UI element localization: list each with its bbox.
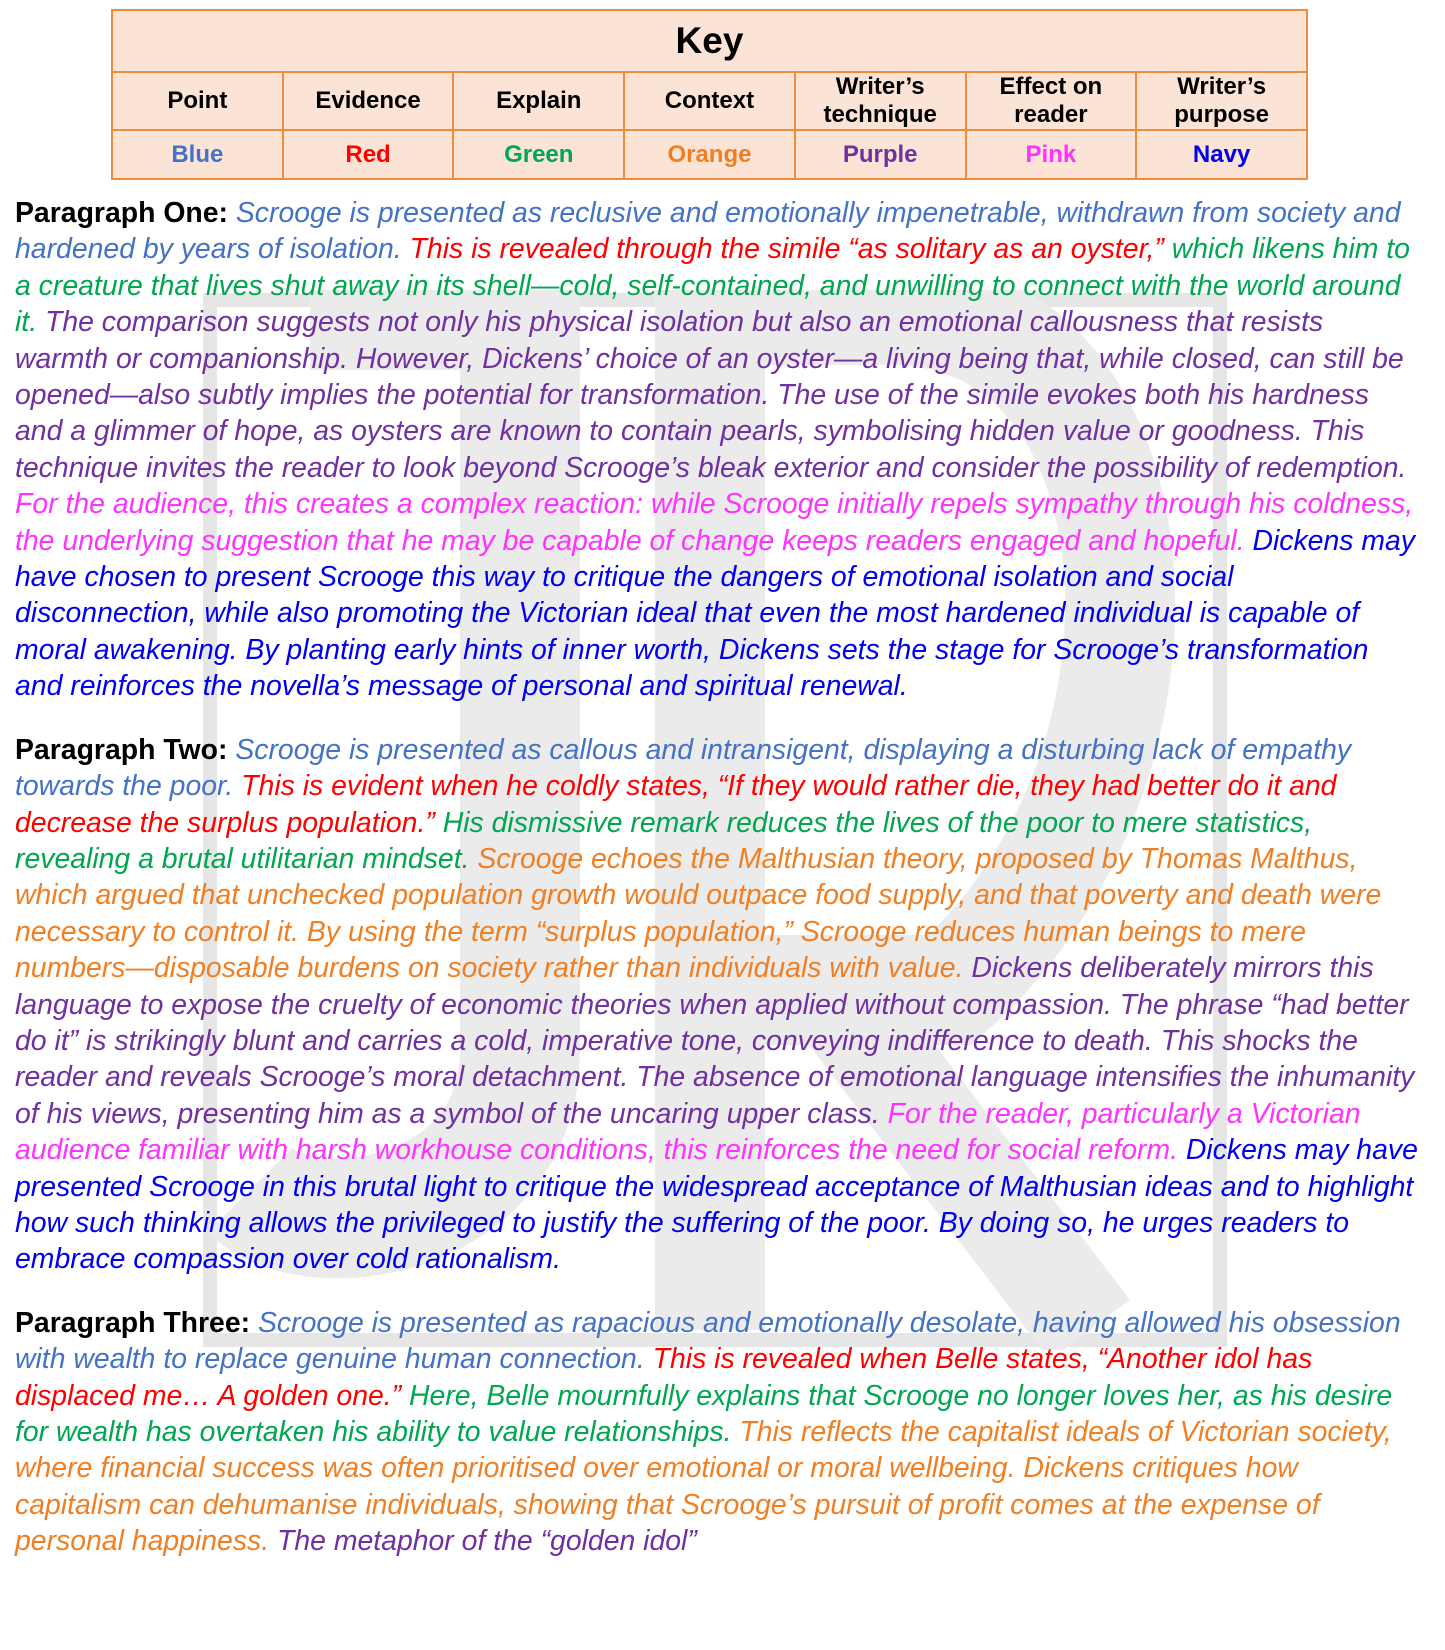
key-header-effect: Effect on reader bbox=[966, 72, 1137, 130]
paragraph-label: Paragraph Two bbox=[15, 733, 218, 766]
purpose-text: Dickens may have chosen to present Scrooge this way to critique the dangers of emotional isolation and social disconnection, while also promoting the Victorian ideal that even the most hardened individual is capable of moral awakening. By planting early hints of inner worth, Dickens sets the stage for Scrooge’s transformation and reinforces the novella’s message of personal and spiritual renewal. bbox=[15, 524, 1415, 703]
key-header-evidence: Evidence bbox=[283, 72, 454, 130]
key-color-pink: Pink bbox=[966, 130, 1137, 179]
paragraph-two: Paragraph Two: Scrooge is presented as callous and intransigent, displaying a disturbing lack of empathy towards the poor. This is evident when he coldly states, “If they would rather die, they had better do it and decrease the surplus population.” His dismissive remark reduces the lives of the poor to mere statistics, revealing a brutal utilitarian mindset. Scrooge echoes the Malthusian theory, proposed by Thomas Malthus, which argued that unchecked population growth would outpace food supply, and that poverty and death were necessary to control it. By using the term “surplus population,” Scrooge reduces human beings to mere numbers—disposable burdens on society rather than individuals with value. Dickens deliberately mirrors this language to expose the cruelty of economic theories when applied without compassion. The phrase “had better do it” is strikingly blunt and carries a cold, imperative tone, conveying indifference to death. This shocks the reader and reveals Scrooge’s moral detachment. The absence of emotional language intensifies the inhumanity of his views, presenting him as a symbol of the uncaring upper class. For the reader, particularly a Victorian audience familiar with harsh workhouse conditions, this reinforces the need for social reform. Dickens may have presented Scrooge in this brutal light to critique the widespread acceptance of Malthusian ideas and to highlight how such thinking allows the privileged to justify the suffering of the poor. By doing so, he urges readers to embrace compassion over cold rationalism. bbox=[15, 733, 1418, 1276]
key-header-purpose: Writer’s purpose bbox=[1136, 72, 1307, 130]
paragraph-label: Paragraph One bbox=[15, 197, 219, 229]
essay-body bbox=[15, 195, 1420, 1587]
key-title: Key bbox=[112, 10, 1307, 72]
key-color-navy: Navy bbox=[1136, 130, 1307, 179]
paragraph-one: Paragraph One: Scrooge is presented as reclusive and emotionally impenetrable, withdrawn from society and hardened by years of isolation. This is revealed through the simile “as solitary as an oyster,” which likens him to a creature that lives shut away in its shell—cold, self-contained, and unwilling to connect with the world around it. The comparison suggests not only his physical isolation but also an emotional callousness that resists warmth or companionship. However, Dickens’ choice of an oyster—a living being that, while closed, can still be opened—also subtly implies the potential for transformation. The use of the simile evokes both his hardness and a glimmer of hope, as oysters are known to contain pearls, symbolising hidden value or goodness. This technique invites the reader to look beyond Scrooge’s bleak exterior and consider the possibility of redemption. For the audience, this creates a complex reaction: while Scrooge initially repels sympathy through his coldness, the underlying suggestion that he may be capable of change keeps readers engaged and hopeful. Dickens may have chosen to present Scrooge this way to critique the dangers of emotional isolation and social disconnection, while also promoting the Victorian ideal that even the most hardened individual is capable of moral awakening. By planting early hints of inner worth, Dickens sets the stage for Scrooge’s transformation and reinforces the novella’s message of personal and spiritual renewal. bbox=[15, 197, 1415, 703]
key-header-row bbox=[112, 72, 1307, 130]
purpose-text: Dickens may have presented Scrooge in this brutal light to critique the widespread acceptance of Malthusian ideas and to highlight how such thinking allows the privileged to justify the suffering of the poor. By doing so, he urges readers to embrace compassion over cold rationalism. bbox=[15, 1134, 1418, 1276]
evidence-text: This is evident when he coldly states, “If they would rather die, they had better do it and decrease the surplus population.” bbox=[15, 770, 1337, 839]
explain-text: Here, Belle mournfully explains that Scrooge no longer loves her, as his desire for wealth has overtaken his ability to value relationships. bbox=[15, 1379, 1393, 1448]
key-table bbox=[111, 9, 1308, 180]
technique-text: The metaphor of the “golden idol” bbox=[277, 1525, 697, 1558]
evidence-text: This is revealed through the simile “as solitary as an oyster,” bbox=[409, 233, 1164, 266]
key-header-context: Context bbox=[624, 72, 795, 130]
paragraph-three: Paragraph Three: Scrooge is presented as rapacious and emotionally desolate, having allowed his obsession with wealth to replace genuine human connection. This is revealed when Belle states, “Another idol has displaced me… A golden one.” Here, Belle mournfully explains that Scrooge no longer loves her, as his desire for wealth has overtaken his ability to value relationships. This reflects the capitalist ideals of Victorian society, where financial success was often prioritised over emotional or moral wellbeing. Dickens critiques how capitalism can dehumanise individuals, showing that Scrooge’s pursuit of profit comes at the expense of personal happiness. The metaphor of the “golden idol” bbox=[15, 1306, 1401, 1558]
key-color-orange: Orange bbox=[624, 130, 795, 179]
key-header-explain: Explain bbox=[453, 72, 624, 130]
key-header-point: Point bbox=[112, 72, 283, 130]
evidence-text: This is revealed when Belle states, “Another idol has displaced me… A golden one.” bbox=[15, 1343, 1313, 1412]
key-color-red: Red bbox=[283, 130, 454, 179]
effect-text: For the audience, this creates a complex reaction: while Scrooge initially repels sympathy through his coldness, the underlying suggestion that he may be capable of change keeps readers engaged and hopeful. bbox=[15, 488, 1414, 557]
point-text: Scrooge is presented as rapacious and emotionally desolate, having allowed his obsession with wealth to replace genuine human connection. bbox=[15, 1306, 1401, 1376]
key-header-technique: Writer’s technique bbox=[795, 72, 966, 130]
key-color-green: Green bbox=[453, 130, 624, 179]
point-text: Scrooge is presented as callous and intransigent, displaying a disturbing lack of empathy towards the poor. bbox=[15, 733, 1352, 803]
key-color-purple: Purple bbox=[795, 130, 966, 179]
context-text: Scrooge echoes the Malthusian theory, proposed by Thomas Malthus, which argued that unchecked population growth would outpace food supply, and that poverty and death were necessary to control it. By using the term “surplus population,” Scrooge reduces human beings to mere numbers—disposable burdens on society rather than individuals with value. bbox=[15, 842, 1382, 985]
paragraph-label: Paragraph Three bbox=[15, 1306, 241, 1339]
key-color-blue: Blue bbox=[112, 130, 283, 179]
explain-text: His dismissive remark reduces the lives of the poor to mere statistics, revealing a brutal utilitarian mindset. bbox=[15, 806, 1313, 875]
technique-text: The comparison suggests not only his physical isolation but also an emotional callousness that resists warmth or companionship. However, Dickens’ choice of an oyster—a living being that, while closed, can still be opened—also subtly implies the potential for transformation. The use of the simile evokes both his hardness and a glimmer of hope, as oysters are known to contain pearls, symbolising hidden value or goodness. This technique invites the reader to look beyond Scrooge’s bleak exterior and consider the possibility of redemption. bbox=[15, 306, 1407, 484]
effect-text: For the reader, particularly a Victorian audience familiar with harsh workhouse conditions, this reinforces the need for social reform. bbox=[15, 1097, 1361, 1167]
context-text: This reflects the capitalist ideals of Victorian society, where financial success was often prioritised over emotional or moral wellbeing. Dickens critiques how capitalism can dehumanise individuals, showing that Scrooge’s pursuit of profit comes at the expense of personal happiness. bbox=[15, 1416, 1392, 1558]
technique-text: Dickens deliberately mirrors this language to expose the cruelty of economic theories when applied without compassion. The phrase “had better do it” is strikingly blunt and carries a cold, imperative tone, conveying indifference to death. This shocks the reader and reveals Scrooge’s moral detachment. The absence of emotional language intensifies the inhumanity of his views, presenting him as a symbol of the uncaring upper class. bbox=[15, 952, 1415, 1130]
point-text: Scrooge is presented as reclusive and emotionally impenetrable, withdrawn from society and hardened by years of isolation. bbox=[15, 197, 1401, 266]
explain-text: which likens him to a creature that lives shut away in its shell—cold, self-contained, and unwilling to connect with the world around it. bbox=[15, 233, 1410, 339]
key-color-row bbox=[112, 130, 1307, 179]
